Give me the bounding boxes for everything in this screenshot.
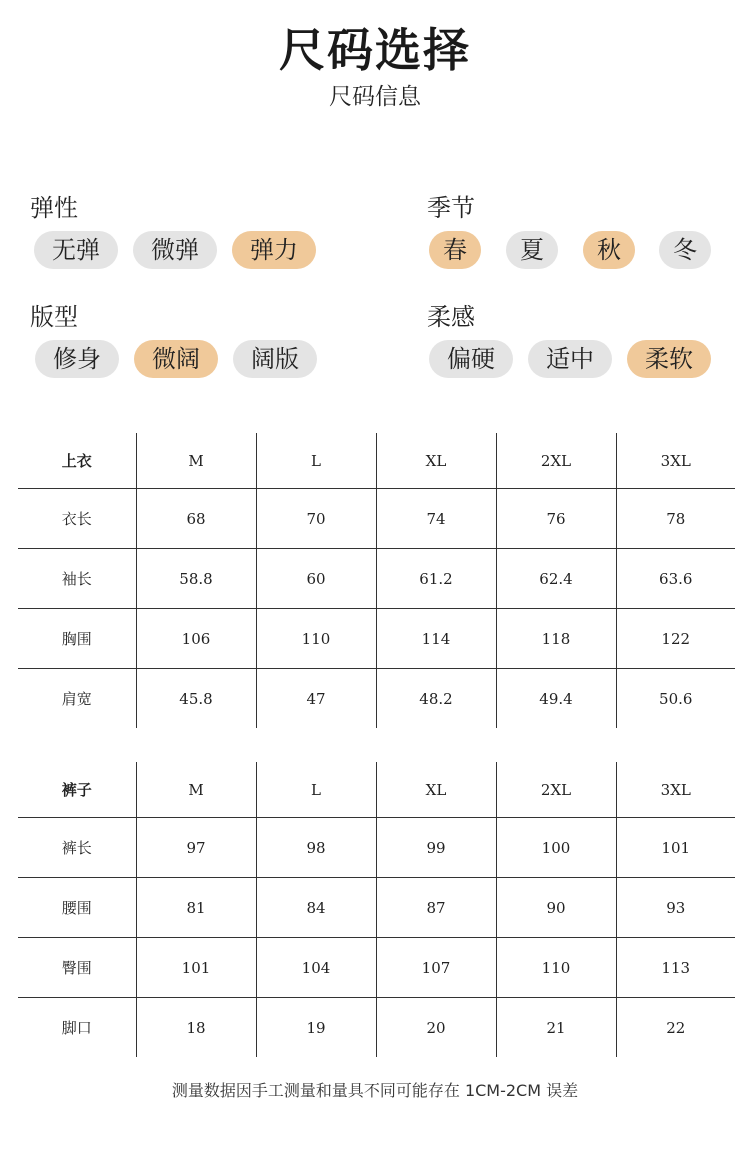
fit-group — [30, 302, 299, 373]
table-cell: 21 — [496, 998, 616, 1058]
softness-option-soft[interactable]: 柔软 — [627, 340, 711, 378]
table-cell: 62.4 — [496, 549, 616, 609]
table-header-row — [18, 762, 735, 818]
table-row — [18, 489, 735, 549]
table-cell: 60 — [256, 549, 376, 609]
fit-option-wide[interactable]: 阔版 — [233, 340, 317, 378]
row-label: 胸围 — [18, 609, 136, 669]
fit-option-slim[interactable]: 修身 — [35, 340, 119, 378]
table-cell: 101 — [616, 818, 735, 878]
table-cell: 48.2 — [376, 669, 496, 729]
elasticity-label: 弹性 — [30, 194, 78, 222]
size-header-m: M — [136, 762, 256, 818]
row-label: 肩宽 — [61, 690, 92, 708]
table-row — [18, 998, 735, 1058]
softness-group — [427, 302, 693, 373]
page-subtitle: 尺码信息 — [329, 84, 421, 110]
table-row — [18, 609, 735, 669]
tops-category-label: 上衣 — [18, 433, 136, 489]
size-header-2xl: 2XL — [496, 762, 616, 818]
table-cell: 98 — [256, 818, 376, 878]
size-header-m: M — [136, 433, 256, 489]
row-label: 裤长 — [18, 818, 136, 878]
table-row — [18, 938, 735, 998]
table-cell: 101 — [136, 938, 256, 998]
table-cell: 104 — [256, 938, 376, 998]
table-cell: 19 — [256, 998, 376, 1058]
table-row — [18, 818, 735, 878]
size-header-l: L — [256, 433, 376, 489]
table-cell: 110 — [256, 609, 376, 669]
row-label: 臀围 — [18, 938, 136, 998]
table-cell: 99 — [376, 818, 496, 878]
elasticity-group — [30, 193, 298, 264]
row-label: 脚口 — [61, 1019, 92, 1037]
fit-option-semi-wide[interactable]: 微阔 — [134, 340, 218, 378]
season-option-summer[interactable]: 夏 — [506, 231, 558, 269]
table-cell: 68 — [136, 489, 256, 549]
table-cell: 118 — [496, 609, 616, 669]
table-cell: 93 — [616, 878, 735, 938]
table-cell: 45.8 — [136, 669, 256, 729]
row-label: 袖长 — [18, 549, 136, 609]
table-cell: 81 — [136, 878, 256, 938]
table-cell: 97 — [136, 818, 256, 878]
page-title: 尺码选择 — [279, 23, 471, 77]
season-option-winter[interactable]: 冬 — [659, 231, 711, 269]
fit-label: 版型 — [30, 303, 78, 331]
table-cell: 114 — [376, 609, 496, 669]
row-label: 腰围 — [18, 878, 136, 938]
softness-option-medium[interactable]: 适中 — [528, 340, 612, 378]
table-header-row — [18, 433, 735, 489]
pants-size-table — [18, 762, 735, 1057]
table-row — [18, 878, 735, 938]
season-option-autumn[interactable]: 秋 — [583, 231, 635, 269]
table-cell: 100 — [496, 818, 616, 878]
elasticity-option-slight[interactable]: 微弹 — [133, 231, 217, 269]
table-cell: 18 — [136, 998, 256, 1058]
table-cell: 110 — [496, 938, 616, 998]
table-cell: 61.2 — [376, 549, 496, 609]
table-cell: 107 — [376, 938, 496, 998]
table-cell: 47 — [256, 669, 376, 729]
tops-size-table — [18, 433, 735, 728]
table-cell: 90 — [496, 878, 616, 938]
softness-option-stiff[interactable]: 偏硬 — [429, 340, 513, 378]
softness-label: 柔感 — [427, 303, 475, 331]
size-header-3xl: 3XL — [616, 762, 735, 818]
size-header-xl: XL — [376, 433, 496, 489]
size-header-l: L — [256, 762, 376, 818]
row-label: 衣长 — [18, 489, 136, 549]
table-cell: 63.6 — [616, 549, 735, 609]
table-row — [18, 669, 735, 729]
table-cell: 50.6 — [616, 669, 735, 729]
season-group — [427, 193, 697, 264]
table-cell: 78 — [616, 489, 735, 549]
table-cell: 22 — [616, 998, 735, 1058]
measurement-note: 测量数据因手工测量和量具不同可能存在 1CM-2CM 误差 — [171, 1081, 579, 1100]
table-cell: 76 — [496, 489, 616, 549]
table-cell: 106 — [136, 609, 256, 669]
table-cell: 74 — [376, 489, 496, 549]
table-cell: 113 — [616, 938, 735, 998]
size-header-2xl: 2XL — [496, 433, 616, 489]
table-cell: 70 — [256, 489, 376, 549]
season-option-spring[interactable]: 春 — [429, 231, 481, 269]
elasticity-option-none[interactable]: 无弹 — [34, 231, 118, 269]
pants-category-label: 裤子 — [18, 762, 136, 818]
table-cell: 84 — [256, 878, 376, 938]
size-header-3xl: 3XL — [616, 433, 735, 489]
size-header-xl: XL — [376, 762, 496, 818]
table-cell: 58.8 — [136, 549, 256, 609]
elasticity-option-stretch[interactable]: 弹力 — [232, 231, 316, 269]
table-cell: 122 — [616, 609, 735, 669]
table-cell: 87 — [376, 878, 496, 938]
season-label: 季节 — [427, 194, 475, 222]
table-cell: 49.4 — [496, 669, 616, 729]
table-row — [18, 549, 735, 609]
table-cell: 20 — [376, 998, 496, 1058]
